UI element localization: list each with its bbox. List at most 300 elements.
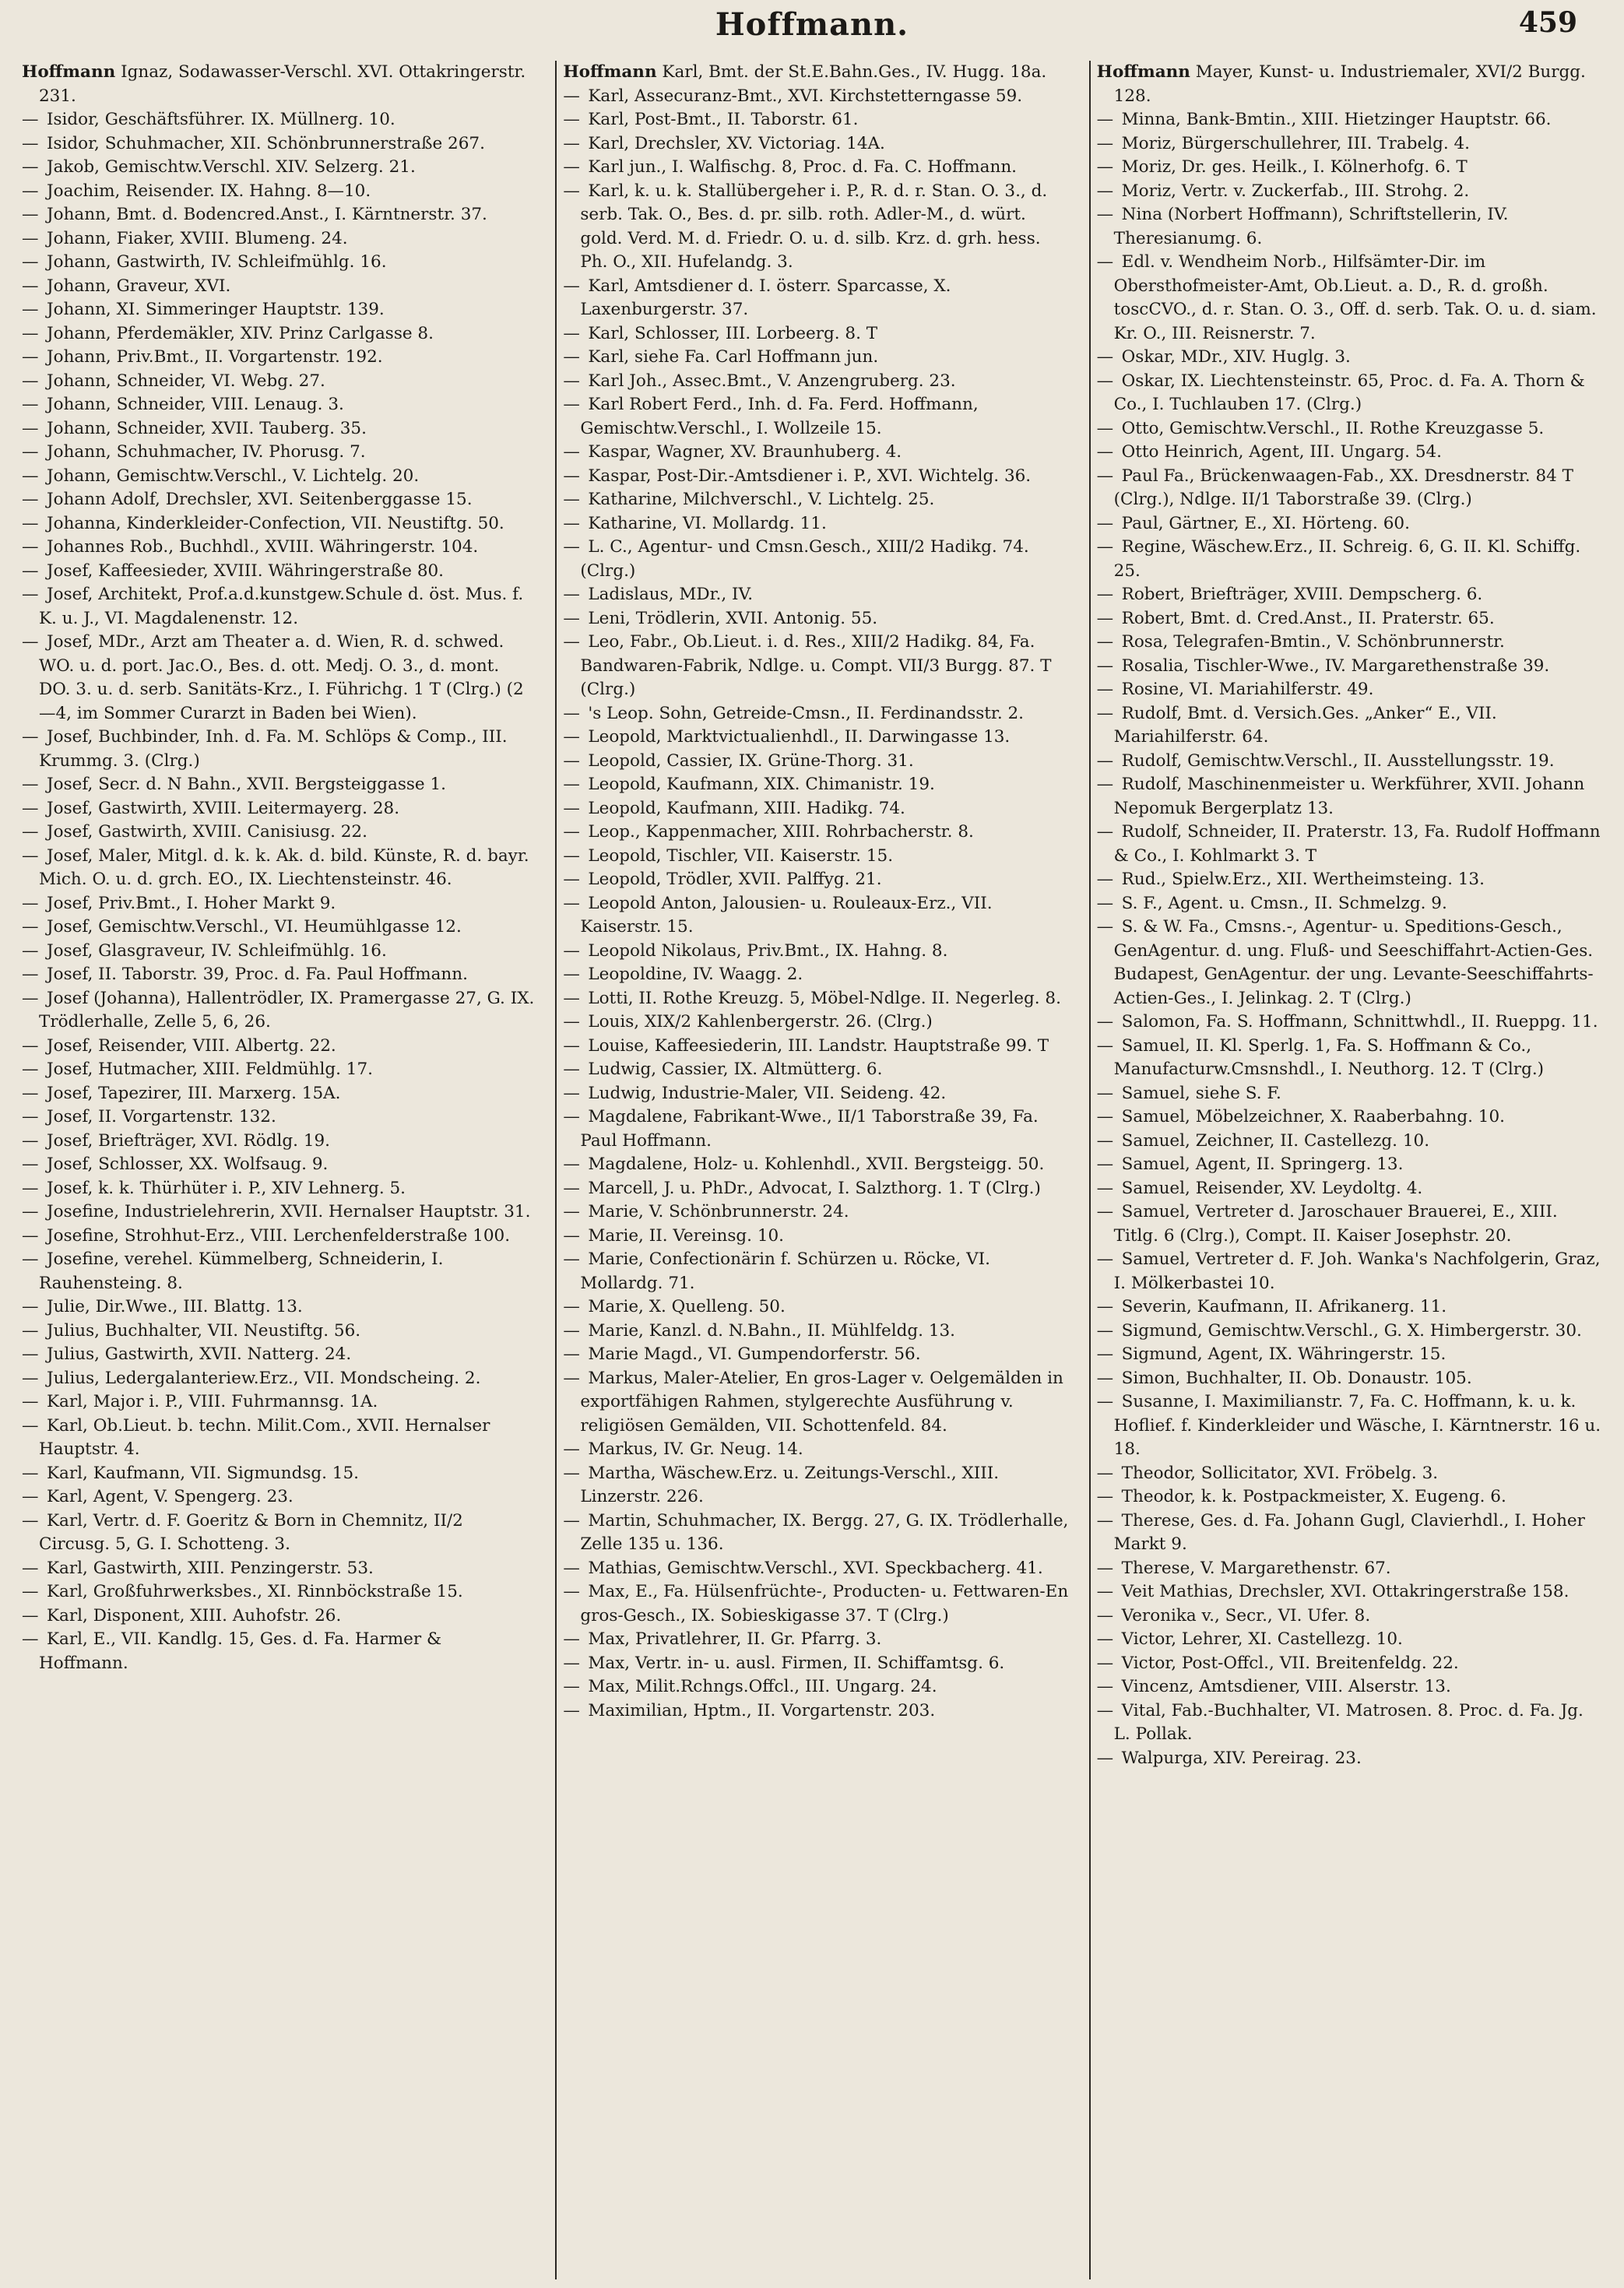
ditto-dash: — [1096, 442, 1114, 462]
entry-text: Ignaz, Sodawasser-Verschl. XVI. Ottakringerstr. 231. [39, 62, 526, 106]
ditto-dash: — [1096, 1107, 1114, 1126]
directory-entry [563, 1699, 1068, 1724]
directory-entry [1097, 1580, 1602, 1604]
directory-entry [1097, 251, 1602, 346]
entry-text: Moriz, Vertr. v. Zuckerfab., III. Strohg. 2. [1121, 181, 1470, 201]
surname-heading: Hoffmann [22, 62, 116, 82]
entry-text: Louise, Kaffeesiederin, III. Landstr. Hauptstraße 99. T [588, 1035, 1049, 1056]
directory-entry [1097, 1153, 1602, 1177]
ditto-dash: — [22, 965, 39, 984]
ditto-dash: — [563, 1107, 580, 1126]
entry-text: Katharine, VI. Mollardg. 11. [588, 513, 827, 533]
directory-entry [1097, 1295, 1602, 1320]
directory-entry [563, 1580, 1068, 1628]
ditto-dash: — [22, 323, 39, 343]
directory-entry [563, 821, 1068, 845]
directory-entry [563, 607, 1068, 631]
directory-entry [22, 1177, 535, 1201]
directory-entry [563, 702, 1068, 726]
entry-text: Johann, Schuhmacher, IV. Phorusg. 7. [47, 442, 366, 462]
ditto-dash: — [563, 1368, 580, 1388]
directory-entry [22, 940, 535, 964]
directory-entry [22, 1390, 535, 1415]
entry-text: Leopold Anton, Jalousien- u. Rouleaux-Erz., VII. Kaiserstr. 15. [580, 893, 993, 937]
directory-entry [1097, 536, 1602, 583]
directory-entry [22, 1415, 535, 1462]
entry-text: 's Leop. Sohn, Getreide-Cmsn., II. Ferdinandsstr. 2. [588, 703, 1025, 723]
directory-entry [22, 1058, 535, 1082]
directory-entry [563, 868, 1068, 892]
ditto-dash: — [22, 418, 39, 438]
directory-entry [1097, 1105, 1602, 1130]
entry-text: Regine, Wäschew.Erz., II. Schreig. 6, G. II. Kl. Schiffg. 25. [1113, 537, 1581, 581]
directory-entry [1097, 916, 1602, 1010]
directory-entry [22, 227, 535, 251]
ditto-dash: — [1096, 1558, 1114, 1578]
entry-text: Josef, Gastwirth, XVIII. Canisiusg. 22. [47, 822, 367, 842]
entry-text: Kaspar, Wagner, XV. Braunhuberg. 4. [588, 442, 902, 462]
entry-text: Karl, siehe Fa. Carl Hoffmann jun. [588, 347, 879, 367]
directory-entry [563, 322, 1068, 346]
entry-text: Max, Vertr. in- u. ausl. Firmen, II. Schiffamtsg. 6. [588, 1653, 1005, 1673]
entry-text: Karl, Bmt. der St.E.Bahn.Ges., IV. Hugg. 18a. [662, 62, 1047, 82]
directory-entry [1097, 1248, 1602, 1295]
entry-text: Ludwig, Industrie-Maler, VII. Seideng. 42. [588, 1083, 947, 1103]
ditto-dash: — [22, 1249, 39, 1269]
ditto-dash: — [563, 537, 580, 557]
entry-text: Edl. v. Wendheim Norb., Hilfsämter-Dir. im Obersthofmeister-Amt, Ob.Lieut. a. D., R. d. großh. toscCVO., d. r. Stan. O. 3., Off. d. serb. Tak. O. u. d. siam. Kr. O., III. Reisnerstr. 7. [1113, 252, 1597, 343]
entry-text: Leopold, Marktvictualienhdl., II. Darwingasse 13. [588, 727, 1011, 747]
entry-text: Samuel, Zeichner, II. Castellezg. 10. [1121, 1130, 1430, 1151]
directory-entry [22, 1225, 535, 1249]
directory-entry [1097, 1747, 1602, 1771]
directory-entry [563, 1295, 1068, 1320]
ditto-dash: — [563, 822, 580, 842]
ditto-dash: — [563, 276, 580, 296]
ditto-dash: — [22, 1558, 39, 1578]
directory-entry [1097, 583, 1602, 607]
entry-text: Josef, Hutmacher, XIII. Feldmühlg. 17. [47, 1060, 373, 1079]
entry-text: Karl, Vertr. d. F. Goeritz & Born in Chemnitz, II/2 Circusg. 5, G. I. Schotteng. 3. [39, 1510, 463, 1554]
directory-entry [22, 346, 535, 370]
entry-text: Leopold, Kaufmann, XIII. Hadikg. 74. [588, 798, 905, 818]
directory-entry [22, 156, 535, 180]
directory-entry [563, 940, 1068, 964]
ditto-dash: — [563, 870, 580, 889]
ditto-dash: — [1096, 1130, 1114, 1151]
ditto-dash: — [1096, 1344, 1114, 1364]
entry-text: Karl, Kaufmann, VII. Sigmundsg. 15. [47, 1463, 360, 1483]
ditto-dash: — [22, 228, 39, 248]
entry-text: Victor, Lehrer, XI. Castellezg. 10. [1121, 1629, 1403, 1649]
directory-entry [22, 203, 535, 227]
ditto-dash: — [1096, 110, 1114, 129]
directory-entry [1097, 750, 1602, 774]
directory-entry [563, 85, 1068, 109]
entry-text: Lotti, II. Rothe Kreuzg. 5, Möbel-Ndlge. II. Negerleg. 8. [588, 988, 1061, 1008]
entry-text: Josef, Buchbinder, Inh. d. Fa. M. Schlöps & Comp., III. Krummg. 3. (Clrg.) [39, 727, 508, 771]
ditto-dash: — [563, 1320, 580, 1341]
ditto-dash: — [1096, 1320, 1114, 1341]
entry-text: Josef, k. k. Thürhüter i. P., XIV Lehnerg. 5. [47, 1178, 406, 1198]
ditto-dash: — [563, 1178, 580, 1198]
directory-entry [22, 488, 535, 512]
directory-entry [563, 180, 1068, 275]
directory-entry [563, 1367, 1068, 1439]
directory-entry [22, 560, 535, 584]
ditto-dash: — [22, 1178, 39, 1198]
ditto-dash: — [1096, 1083, 1114, 1103]
ditto-dash: — [1096, 1510, 1114, 1531]
ditto-dash: — [22, 157, 39, 177]
entry-text: Josefine, Strohhut-Erz., VIII. Lerchenfelderstraße 100. [47, 1225, 511, 1246]
entry-text: Marie, Kanzl. d. N.Bahn., II. Mühlfeldg. 13. [588, 1320, 956, 1341]
directory-entry [1097, 1367, 1602, 1391]
entry-text: Samuel, Agent, II. Springerg. 13. [1121, 1155, 1404, 1174]
directory-entry [22, 132, 535, 156]
ditto-dash: — [1096, 1653, 1114, 1673]
directory-entry [563, 1177, 1068, 1201]
directory-entry [1097, 465, 1602, 512]
entry-text: Salomon, Fa. S. Hoffmann, Schnittwhdl., II. Rueppg. 11. [1121, 1012, 1598, 1032]
directory-entry [1097, 1010, 1602, 1035]
directory-entry [22, 1604, 535, 1629]
ditto-dash: — [1096, 632, 1114, 652]
entry-text: Josefine, verehel. Kümmelberg, Schneiderin, I. Rauhensteing. 8. [39, 1249, 444, 1293]
entry-text: Karl, Großfuhrwerksbes., XI. Rinnböckstraße 15. [47, 1582, 463, 1601]
entry-text: Martha, Wäschew.Erz. u. Zeitungs-Verschl., XIII. Linzerstr. 226. [580, 1463, 1000, 1506]
directory-entry [22, 512, 535, 536]
entry-text: Moriz, Bürgerschullehrer, III. Trabelg. 4. [1121, 133, 1471, 153]
entry-text: Julius, Gastwirth, XVII. Natterg. 24. [47, 1344, 352, 1364]
ditto-dash: — [563, 513, 580, 533]
entry-text: Julius, Buchhalter, VII. Neustiftg. 56. [47, 1320, 361, 1341]
directory-entry [563, 726, 1068, 750]
page-header [0, 6, 1624, 53]
directory-entry [22, 1248, 535, 1295]
entry-text: Johann, Graveur, XVI. [47, 276, 231, 296]
ditto-dash: — [1096, 870, 1114, 889]
ditto-dash: — [563, 323, 580, 343]
ditto-dash: — [563, 1012, 580, 1032]
directory-entry [563, 108, 1068, 132]
entry-text: Vincenz, Amtsdiener, VIII. Alserstr. 13. [1121, 1677, 1451, 1696]
directory-entry [1097, 1510, 1602, 1557]
entry-text: Ludwig, Cassier, IX. Altmütterg. 6. [588, 1060, 883, 1079]
directory-entry [22, 583, 535, 631]
entry-text: Josef, Schlosser, XX. Wolfsaug. 9. [47, 1155, 329, 1174]
ditto-dash: — [22, 917, 39, 937]
entry-text: Isidor, Schuhmacher, XII. Schönbrunnerstraße 267. [47, 133, 485, 153]
ditto-dash: — [563, 1060, 580, 1079]
directory-entry [563, 1082, 1068, 1106]
directory-entry [22, 631, 535, 726]
directory-entry [563, 963, 1068, 987]
entry-text: Karl, Drechsler, XV. Victoriag. 14A. [588, 133, 885, 153]
entry-text: Leopold, Kaufmann, XIX. Chimanistr. 19. [588, 775, 935, 794]
ditto-dash: — [22, 347, 39, 367]
ditto-dash: — [22, 1060, 39, 1079]
entry-text: Karl, Disponent, XIII. Auhofstr. 26. [47, 1605, 342, 1625]
ditto-dash: — [22, 1463, 39, 1483]
directory-entry [22, 465, 535, 489]
entry-text: Johann Adolf, Drechsler, XVI. Seitenberggasse 15. [47, 490, 473, 509]
directory-entry [22, 892, 535, 916]
entry-text: Rudolf, Maschinenmeister u. Werkführer, XVII. Johann Nepomuk Bergerplatz 13. [1113, 775, 1585, 818]
directory-entry [1097, 655, 1602, 679]
directory-entry [1097, 1390, 1602, 1462]
ditto-dash: — [1096, 608, 1114, 628]
entry-text: Samuel, Reisender, XV. Leydoltg. 4. [1121, 1178, 1423, 1198]
ditto-dash: — [22, 798, 39, 818]
ditto-dash: — [563, 466, 580, 486]
ditto-dash: — [563, 703, 580, 723]
entry-text: Leni, Trödlerin, XVII. Antonig. 55. [588, 608, 878, 628]
directory-entry [22, 370, 535, 394]
directory-entry [563, 512, 1068, 536]
entry-text: Theodor, Sollicitator, XVI. Fröbelg. 3. [1121, 1463, 1439, 1483]
entry-text: Sigmund, Gemischtw.Verschl., G. X. Himbergerstr. 30. [1121, 1320, 1582, 1341]
directory-entry [1097, 821, 1602, 868]
entry-text: Karl, Major i. P., VIII. Fuhrmannsg. 1A. [47, 1392, 378, 1411]
ditto-dash: — [22, 775, 39, 794]
entry-text: Karl jun., I. Walfischg. 8, Proc. d. Fa. C. Hoffmann. [588, 157, 1018, 177]
entry-text: Robert, Briefträger, XVIII. Dempscherg. 6. [1121, 585, 1483, 604]
entry-text: Josef, MDr., Arzt am Theater a. d. Wien, R. d. schwed. WO. u. d. port. Jac.O., Bes. d. ott. Medj. O. 3., d. mont. DO. 3. u. d. serb. Sanitäts-Krz., I. Führichg. 1 T (Clrg.) (2—4, im Sommer Curarzt in Baden bei Wien). [39, 632, 524, 723]
directory-entry [563, 987, 1068, 1011]
directory-entry [1097, 892, 1602, 916]
directory-entry [1097, 631, 1602, 655]
column-3 [1089, 61, 1602, 2279]
entry-text: S. F., Agent. u. Cmsn., II. Schmelzg. 9. [1121, 893, 1447, 913]
ditto-dash: — [22, 940, 39, 961]
ditto-dash: — [1096, 1202, 1114, 1221]
ditto-dash: — [22, 537, 39, 557]
ditto-dash: — [1096, 1629, 1114, 1649]
directory-entry [22, 417, 535, 441]
directory-entry [22, 108, 535, 132]
ditto-dash: — [563, 1202, 580, 1221]
entry-text: Magdalene, Holz- u. Kohlenhdl., XVII. Bergsteigg. 50. [588, 1155, 1045, 1174]
entry-text: Martin, Schuhmacher, IX. Bergg. 27, G. IX. Trödlerhalle, Zelle 135 u. 136. [580, 1510, 1069, 1554]
directory-entry [1097, 441, 1602, 465]
ditto-dash: — [563, 347, 580, 367]
entry-text: Kaspar, Post-Dir.-Amtsdiener i. P., XVI. Wichtelg. 36. [588, 466, 1032, 486]
ditto-dash: — [563, 1083, 580, 1103]
directory-entry [563, 797, 1068, 821]
entry-text: Josef, Priv.Bmt., I. Hoher Markt 9. [47, 893, 336, 913]
ditto-dash: — [563, 798, 580, 818]
entry-text: Josefine, Industrielehrerin, XVII. Hernalser Hauptstr. 31. [47, 1202, 531, 1221]
ditto-dash: — [22, 490, 39, 509]
ditto-dash: — [1096, 1368, 1114, 1388]
entry-text: Therese, Ges. d. Fa. Johann Gugl, Clavierhdl., I. Hoher Markt 9. [1113, 1510, 1585, 1554]
entry-text: Julius, Ledergalanteriew.Erz., VII. Mondscheing. 2. [47, 1368, 481, 1388]
ditto-dash: — [22, 110, 39, 129]
ditto-dash: — [22, 181, 39, 201]
directory-entry [1097, 61, 1602, 108]
entry-text: Nina (Norbert Hoffmann), Schriftstellerin, IV. Theresianumg. 6. [1113, 205, 1509, 248]
entry-text: Leop., Kappenmacher, XIII. Rohrbacherstr. 8. [588, 822, 974, 842]
entry-text: Johann, Fiaker, XVIII. Blumeng. 24. [47, 228, 348, 248]
ditto-dash: — [1096, 1582, 1114, 1601]
ditto-dash: — [22, 1130, 39, 1151]
ditto-dash: — [22, 1629, 39, 1649]
directory-entry [22, 963, 535, 987]
directory-entry [1097, 1462, 1602, 1486]
directory-entry [563, 1557, 1068, 1581]
ditto-dash: — [1096, 680, 1114, 699]
ditto-dash: — [1096, 1297, 1114, 1316]
ditto-dash: — [22, 632, 39, 652]
ditto-dash: — [563, 1155, 580, 1174]
entry-text: Joachim, Reisender. IX. Hahng. 8—10. [47, 181, 371, 201]
ditto-dash: — [1096, 893, 1114, 913]
entry-text: Simon, Buchhalter, II. Ob. Donaustr. 105. [1121, 1368, 1472, 1388]
entry-text: Ladislaus, MDr., IV. [588, 585, 754, 604]
ditto-dash: — [22, 205, 39, 224]
ditto-dash: — [22, 1510, 39, 1531]
directory-entry [1097, 868, 1602, 892]
directory-entry [22, 180, 535, 204]
ditto-dash: — [1096, 418, 1114, 438]
directory-entry [563, 156, 1068, 180]
entry-text: Rosa, Telegrafen-Bmtin., V. Schönbrunnerstr. [1121, 632, 1505, 652]
ditto-dash: — [1096, 1155, 1114, 1174]
ditto-dash: — [1096, 1605, 1114, 1625]
entry-text: Rosine, VI. Mariahilferstr. 49. [1121, 680, 1374, 699]
ditto-dash: — [22, 395, 39, 414]
ditto-dash: — [1096, 252, 1114, 272]
ditto-dash: — [1096, 371, 1114, 391]
directory-entry [563, 773, 1068, 797]
ditto-dash: — [1096, 750, 1114, 771]
directory-entry [22, 1628, 535, 1675]
ditto-dash: — [1096, 513, 1114, 533]
directory-entry [563, 370, 1068, 394]
entry-text: Johann, Schneider, VIII. Lenaug. 3. [47, 395, 344, 414]
ditto-dash: — [22, 822, 39, 842]
ditto-dash: — [1096, 1392, 1114, 1411]
ditto-dash: — [563, 395, 580, 414]
directory-entry [22, 1082, 535, 1106]
directory-entry [1097, 1604, 1602, 1629]
ditto-dash: — [563, 1225, 580, 1246]
entry-text: Leopold Nikolaus, Priv.Bmt., IX. Hahng. 8. [588, 940, 948, 961]
ditto-dash: — [563, 1035, 580, 1056]
ditto-dash: — [22, 1155, 39, 1174]
entry-text: Josef, II. Vorgartenstr. 132. [47, 1107, 276, 1126]
entry-text: Paul, Gärtner, E., XI. Hörteng. 60. [1121, 513, 1410, 533]
entry-text: Josef, Briefträger, XVI. Rödlg. 19. [47, 1130, 331, 1151]
directory-entry [563, 750, 1068, 774]
directory-entry [22, 845, 535, 892]
entry-text: Leopold, Trödler, XVII. Palffyg. 21. [588, 870, 882, 889]
entry-text: Katharine, Milchverschl., V. Lichtelg. 25. [588, 490, 935, 509]
ditto-dash: — [22, 371, 39, 391]
directory-entry [563, 1652, 1068, 1676]
entry-text: Rud., Spielw.Erz., XII. Wertheimsteing. 13. [1121, 870, 1485, 889]
entry-text: Victor, Post-Offcl., VII. Breitenfeldg. 22. [1121, 1653, 1459, 1673]
entry-text: Josef, Maler, Mitgl. d. k. k. Ak. d. bild. Künste, R. d. bayr. Mich. O. u. d. grch. EO., IX. Liechtensteinstr. 46. [39, 845, 529, 889]
ditto-dash: — [1096, 1487, 1114, 1506]
entry-text: Oskar, MDr., XIV. Huglg. 3. [1121, 347, 1351, 367]
entry-text: Johann, Schneider, XVII. Tauberg. 35. [47, 418, 367, 438]
ditto-dash: — [563, 845, 580, 866]
directory-entry [563, 1343, 1068, 1367]
ditto-dash: — [563, 750, 580, 771]
ditto-dash: — [22, 561, 39, 581]
ditto-dash: — [563, 775, 580, 794]
directory-entry [1097, 108, 1602, 132]
directory-entry [1097, 156, 1602, 180]
entry-text: Josef, Tapezirer, III. Marxerg. 15A. [47, 1083, 341, 1103]
ditto-dash: — [1096, 917, 1114, 937]
directory-entry [563, 275, 1068, 322]
ditto-dash: — [563, 490, 580, 509]
entry-text: Samuel, II. Kl. Sperlg. 1, Fa. S. Hoffmann & Co., Manufacturw.Cmsnshdl., I. Neuthorg. 12. T (Clrg.) [1113, 1035, 1545, 1079]
entry-text: Johann, Priv.Bmt., II. Vorgartenstr. 192. [47, 347, 383, 367]
entry-text: Karl, k. u. k. Stallübergeher i. P., R. d. r. Stan. O. 3., d. serb. Tak. O., Bes. d. pr. silb. roth. Adler-M., d. würt. gold. Verd. M. d. Friedr. O. u. d. silb. Krz. d. grh. hess. Ph. O., XII. Hufelandg. 3. [580, 181, 1048, 272]
directory-entry [22, 1580, 535, 1604]
directory-entry [22, 1200, 535, 1225]
ditto-dash: — [563, 1249, 580, 1269]
ditto-dash: — [22, 1415, 39, 1436]
ditto-dash: — [563, 1700, 580, 1720]
running-head: Hoffmann. [715, 6, 909, 43]
entry-text: Johann, Gemischtw.Verschl., V. Lichtelg. 20. [47, 466, 420, 486]
directory-entry [22, 1320, 535, 1344]
directory-entry [22, 393, 535, 417]
entry-text: Johann, Gastwirth, IV. Schleifmühlg. 16. [47, 252, 387, 272]
ditto-dash: — [563, 1297, 580, 1316]
entry-text: Karl, Amtsdiener d. I. österr. Sparcasse, X. Laxenburgerstr. 37. [580, 276, 951, 319]
directory-entry [22, 441, 535, 465]
directory-entry [22, 251, 535, 275]
ditto-dash: — [563, 110, 580, 129]
directory-entry [1097, 1082, 1602, 1106]
ditto-dash: — [563, 1629, 580, 1649]
ditto-dash: — [563, 632, 580, 652]
ditto-dash: — [22, 442, 39, 462]
entry-text: Marie, V. Schönbrunnerstr. 24. [588, 1202, 849, 1221]
ditto-dash: — [1096, 585, 1114, 604]
ditto-dash: — [22, 1582, 39, 1601]
directory-entry [1097, 1652, 1602, 1676]
ditto-dash: — [563, 727, 580, 747]
ditto-dash: — [1096, 1463, 1114, 1483]
directory-entry [563, 1035, 1068, 1059]
ditto-dash: — [563, 181, 580, 201]
ditto-dash: — [22, 1368, 39, 1388]
directory-entry [1097, 702, 1602, 750]
ditto-dash: — [1096, 205, 1114, 224]
ditto-dash: — [563, 1510, 580, 1531]
entry-text: Johannes Rob., Buchhdl., XVIII. Währingerstr. 104. [47, 537, 479, 557]
entry-text: Karl, Schlosser, III. Lorbeerg. 8. T [588, 323, 878, 343]
directory-entry [1097, 346, 1602, 370]
entry-text: Rudolf, Schneider, II. Praterstr. 13, Fa. Rudolf Hoffmann & Co., I. Kohlmarkt 3. T [1113, 822, 1601, 866]
entry-text: Leopold, Tischler, VII. Kaiserstr. 15. [588, 845, 894, 866]
directory-entry [22, 1557, 535, 1581]
ditto-dash: — [1096, 1700, 1114, 1720]
ditto-dash: — [22, 1320, 39, 1341]
ditto-dash: — [22, 1297, 39, 1316]
directory-entry [1097, 678, 1602, 702]
directory-entry [563, 1200, 1068, 1225]
entry-text: Josef, Gemischtw.Verschl., VI. Heumühlgasse 12. [47, 917, 462, 937]
ditto-dash: — [22, 1392, 39, 1411]
